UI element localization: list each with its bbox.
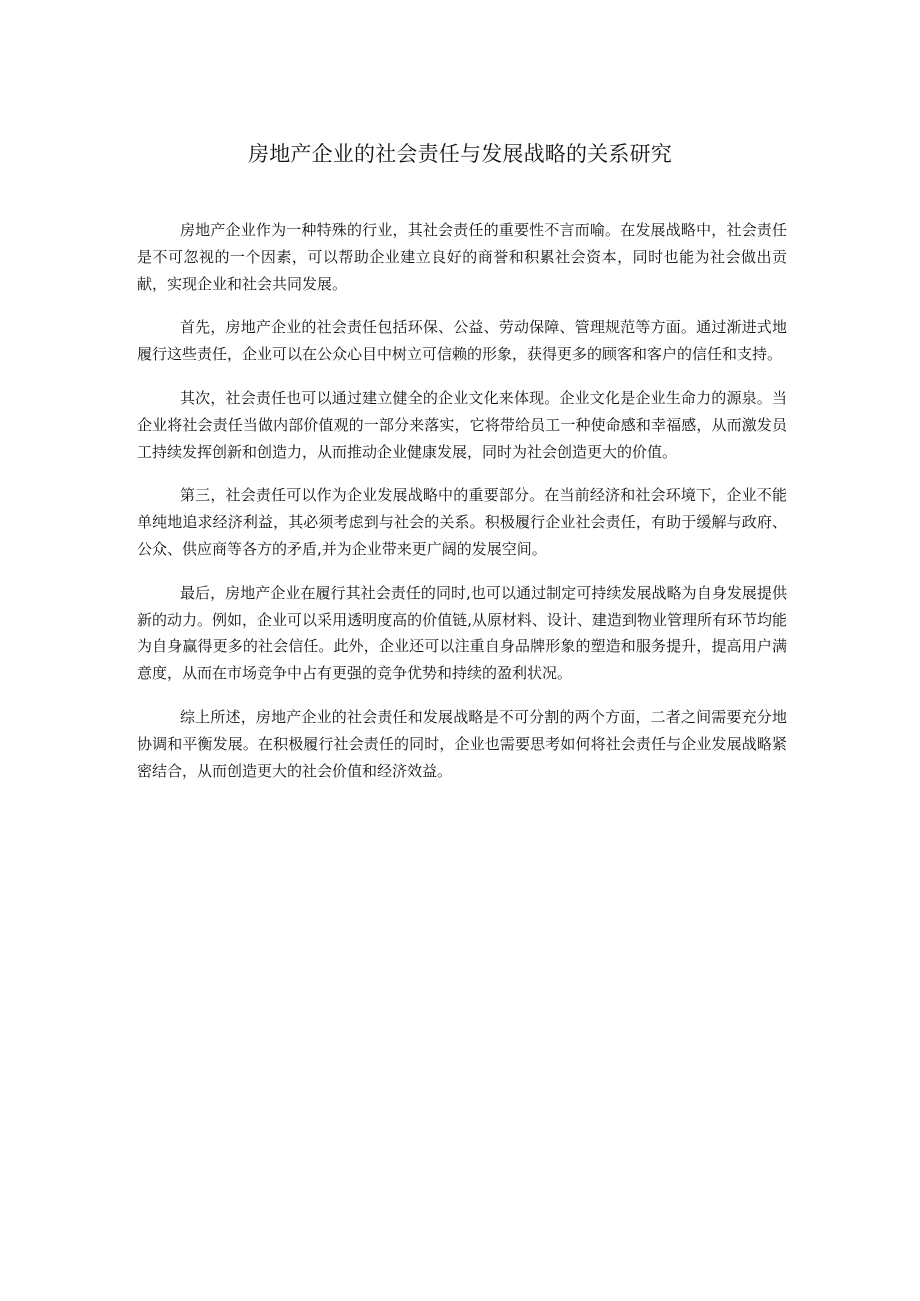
paragraph-finally: 最后，房地产企业在履行其社会责任的同时,也可以通过制定可持续发展战略为自身发展提供新的动力。例如，企业可以采用透明度高的价值链,从原材料、设计、建造到物业管理所有环节均能为自身赢得更多的社会信任。此外，企业还可以注重自身品牌形象的塑造和服务提升，提高用户满意度，从而在市场竞争中占有更强的竞争优势和持续的盈利状况。	[137, 583, 787, 683]
paragraph-first: 首先，房地产企业的社会责任包括环保、公益、劳动保障、管理规范等方面。通过渐进式地履行这些责任，企业可以在公众心目中树立可信赖的形象，获得更多的顾客和客户的信任和支持。	[137, 318, 787, 364]
paragraph-third: 第三，社会责任可以作为企业发展战略中的重要部分。在当前经济和社会环境下，企业不能单纯地追求经济利益，其必须考虑到与社会的关系。积极履行企业社会责任，有助于缓解与政府、公众、供应商等各方的矛盾,并为企业带来更广阔的发展空间。	[137, 486, 787, 558]
paragraph-intro: 房地产企业作为一种特殊的行业，其社会责任的重要性不言而喻。在发展战略中，社会责任是不可忽视的一个因素，可以帮助企业建立良好的商誉和积累社会资本，同时也能为社会做出贡献，实现企业和社会共同发展。	[137, 221, 787, 293]
document-body	[137, 217, 787, 801]
paragraph-second: 其次，社会责任也可以通过建立健全的企业文化来体现。企业文化是企业生命力的源泉。当企业将社会责任当做内部价值观的一部分来落实，它将带给员工一种使命感和幸福感，从而激发员工持续发挥创新和创造力，从而推动企业健康发展，同时为社会创造更大的价值。	[137, 388, 787, 461]
paragraph-conclusion: 综上所述，房地产企业的社会责任和发展战略是不可分割的两个方面，二者之间需要充分地协调和平衡发展。在积极履行社会责任的同时，企业也需要思考如何将社会责任与企业发展战略紧密结合，从而创造更大的社会价值和经济效益。	[137, 707, 787, 780]
document-title: 房地产企业的社会责任与发展战略的关系研究	[248, 142, 672, 166]
